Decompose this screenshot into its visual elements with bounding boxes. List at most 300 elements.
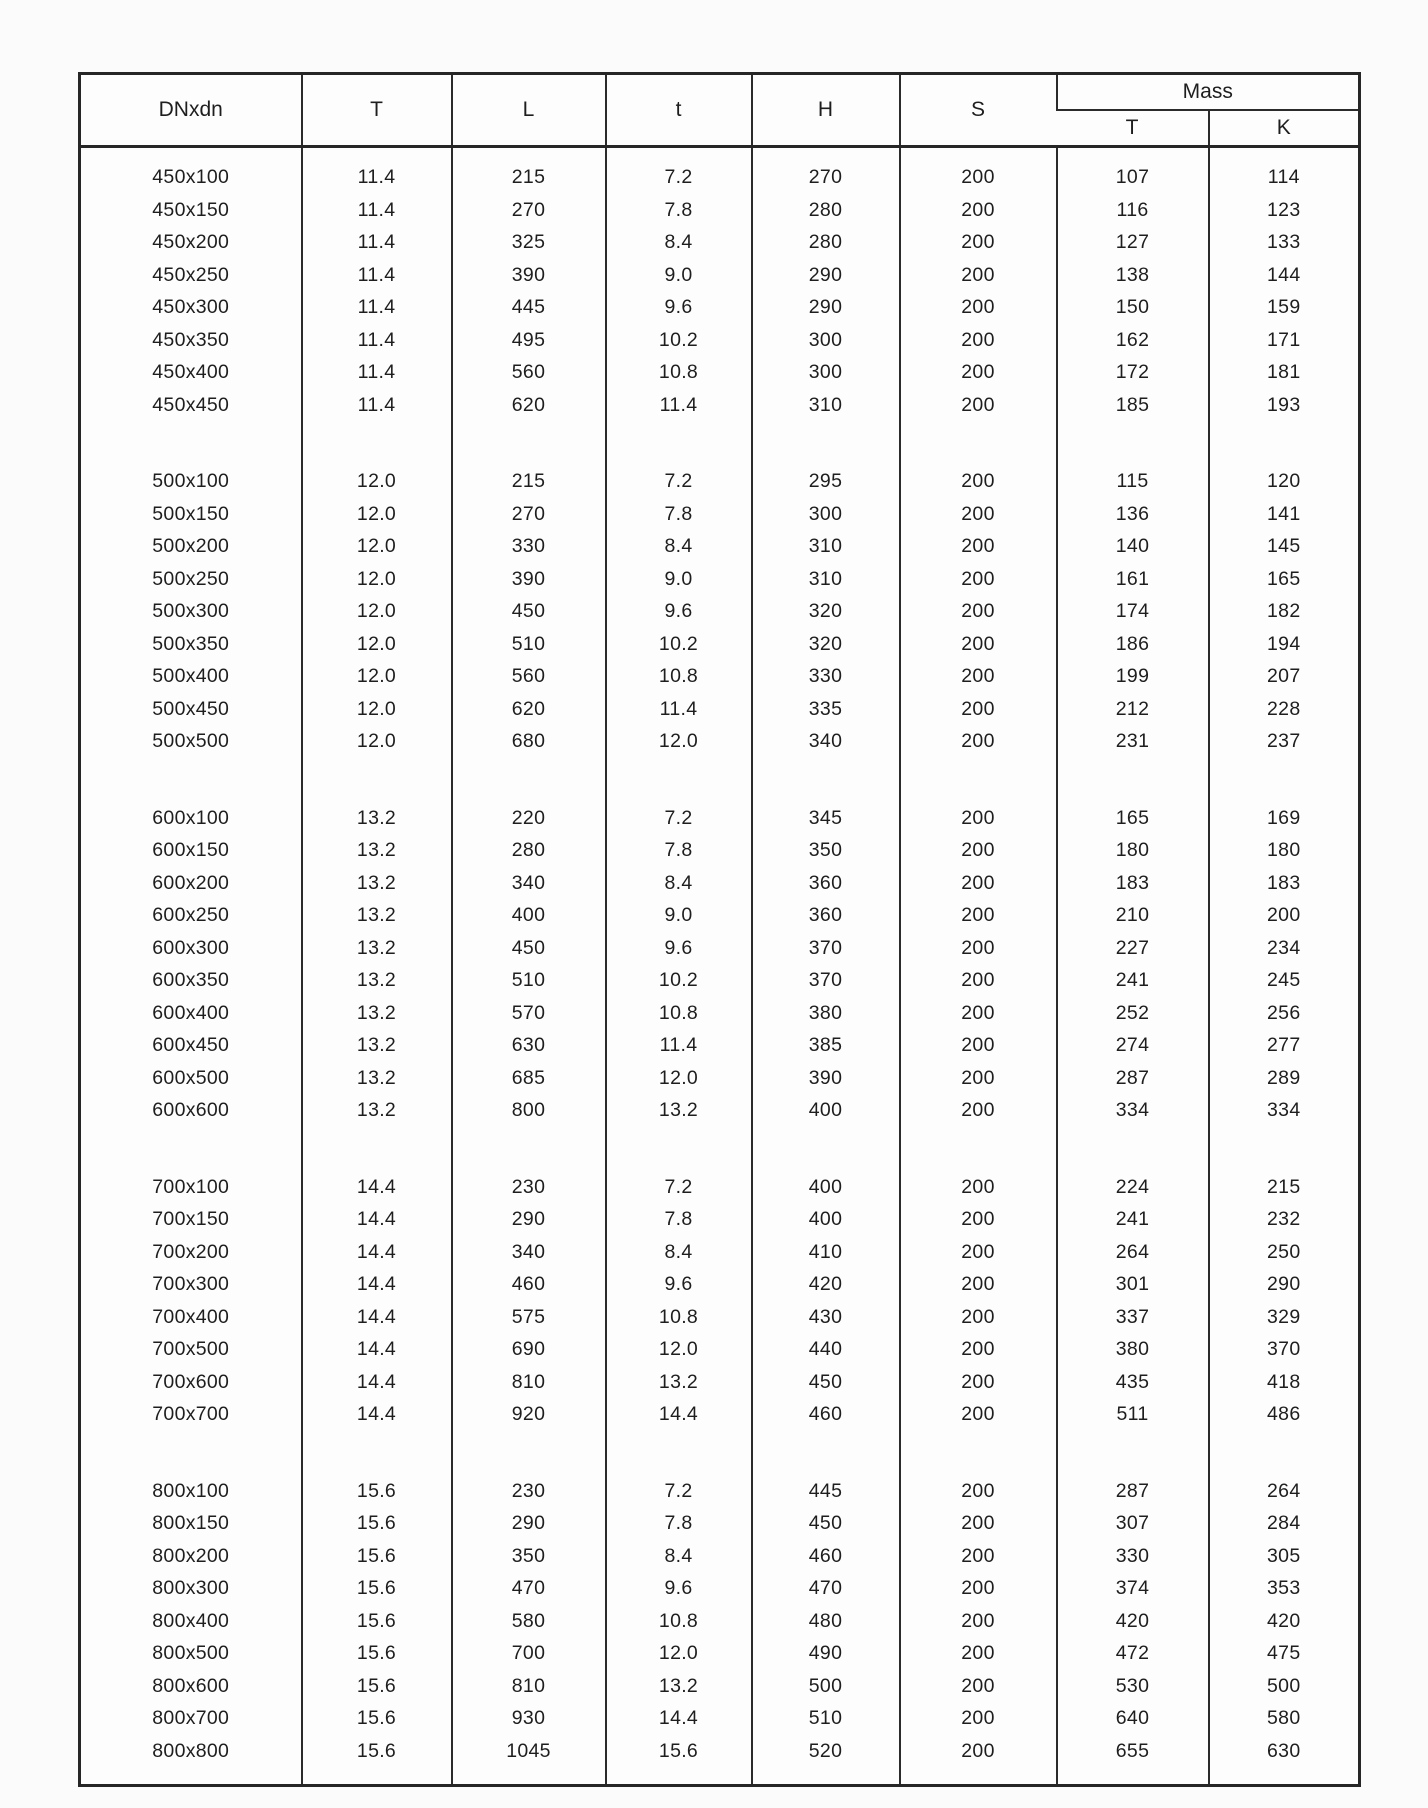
spacer-cell	[80, 1127, 302, 1171]
l-cell: 680	[452, 725, 606, 758]
h-cell: 520	[752, 1735, 900, 1786]
spacer-cell	[1209, 421, 1360, 465]
s-cell: 200	[900, 1540, 1057, 1573]
s-cell: 200	[900, 899, 1057, 932]
mass-t-cell: 116	[1057, 194, 1209, 227]
t-lower-cell: 11.4	[606, 389, 752, 422]
h-cell: 300	[752, 498, 900, 531]
col-header-l: L	[452, 74, 606, 147]
l-cell: 560	[452, 356, 606, 389]
t-lower-cell: 14.4	[606, 1702, 752, 1735]
h-cell: 410	[752, 1236, 900, 1269]
dnxdn-cell: 700x600	[152, 1370, 230, 1393]
dnxdn-cell: 800x300	[152, 1577, 230, 1599]
col-header-mass: Mass	[1057, 74, 1360, 111]
dnxdn-cell: 450x200	[152, 231, 230, 253]
mass-t-cell: 241	[1057, 964, 1209, 997]
mass-k-cell: 193	[1209, 389, 1360, 422]
table-row	[80, 1398, 1360, 1431]
mass-k-cell: 114	[1209, 147, 1360, 194]
dnxdn-cell: 600x300	[152, 936, 230, 959]
h-cell: 295	[752, 465, 900, 498]
table-row	[80, 1605, 1360, 1638]
mass-t-cell: 115	[1057, 465, 1209, 498]
mass-t-cell: 212	[1057, 693, 1209, 726]
s-cell: 200	[900, 1171, 1057, 1204]
t-lower-cell: 14.4	[606, 1398, 752, 1431]
mass-k-cell: 141	[1209, 498, 1360, 531]
h-cell: 350	[752, 834, 900, 867]
table-row	[80, 1171, 1360, 1204]
l-cell: 575	[452, 1301, 606, 1334]
l-cell: 510	[452, 628, 606, 661]
spacer-cell	[452, 1127, 606, 1171]
dnxdn-cell: 700x100	[152, 1175, 230, 1198]
s-cell: 200	[900, 693, 1057, 726]
dnxdn-cell: 600x200	[152, 871, 230, 894]
dnxdn-cell: 500x200	[152, 535, 230, 557]
table-row	[80, 1475, 1360, 1508]
t-cell: 13.2	[302, 899, 452, 932]
dimension-spec-table	[78, 72, 1361, 1787]
h-cell: 420	[752, 1268, 900, 1301]
t-cell: 12.0	[302, 660, 452, 693]
l-cell: 445	[452, 291, 606, 324]
h-cell: 280	[752, 194, 900, 227]
spacer-cell	[80, 1431, 302, 1475]
dnxdn-cell: 700x400	[152, 1305, 230, 1328]
mass-k-cell: 171	[1209, 324, 1360, 357]
h-cell: 310	[752, 530, 900, 563]
t-cell: 12.0	[302, 725, 452, 758]
spacer-cell	[752, 1127, 900, 1171]
mass-t-cell: 420	[1057, 1605, 1209, 1638]
table-row	[80, 226, 1360, 259]
t-lower-cell: 8.4	[606, 1236, 752, 1269]
spacer-cell	[1057, 421, 1209, 465]
table-row	[80, 563, 1360, 596]
mass-t-cell: 330	[1057, 1540, 1209, 1573]
s-cell: 200	[900, 1203, 1057, 1236]
t-lower-cell: 10.2	[606, 324, 752, 357]
s-cell: 200	[900, 932, 1057, 965]
l-cell: 220	[452, 802, 606, 835]
t-lower-cell: 12.0	[606, 725, 752, 758]
h-cell: 400	[752, 1094, 900, 1127]
dnxdn-cell: 500x450	[152, 697, 230, 720]
dnxdn-cell: 800x400	[152, 1609, 230, 1632]
s-cell: 200	[900, 1236, 1057, 1269]
mass-t-cell: 174	[1057, 595, 1209, 628]
dnxdn-cell: 500x350	[152, 632, 230, 655]
t-lower-cell: 10.8	[606, 356, 752, 389]
h-cell: 370	[752, 964, 900, 997]
t-cell: 13.2	[302, 834, 452, 867]
mass-k-cell: 630	[1209, 1735, 1360, 1786]
l-cell: 700	[452, 1637, 606, 1670]
spacer-cell	[1209, 1431, 1360, 1475]
t-lower-cell: 10.8	[606, 997, 752, 1030]
s-cell: 200	[900, 356, 1057, 389]
h-cell: 445	[752, 1475, 900, 1508]
mass-k-cell: 264	[1209, 1475, 1360, 1508]
t-cell: 11.4	[302, 226, 452, 259]
l-cell: 810	[452, 1366, 606, 1399]
l-cell: 810	[452, 1670, 606, 1703]
t-cell: 13.2	[302, 964, 452, 997]
l-cell: 510	[452, 964, 606, 997]
h-cell: 370	[752, 932, 900, 965]
mass-k-cell: 123	[1209, 194, 1360, 227]
col-header-dnxdn: DNxdn	[158, 98, 223, 121]
l-cell: 270	[452, 498, 606, 531]
table-row	[80, 932, 1360, 965]
block-spacer-row	[80, 1431, 1360, 1475]
table-row	[80, 1507, 1360, 1540]
t-cell: 12.0	[302, 595, 452, 628]
mass-t-cell: 138	[1057, 259, 1209, 292]
table-row	[80, 997, 1360, 1030]
spacer-cell	[1057, 1127, 1209, 1171]
t-cell: 14.4	[302, 1398, 452, 1431]
mass-t-cell: 435	[1057, 1366, 1209, 1399]
block-spacer-row	[80, 758, 1360, 802]
t-cell: 15.6	[302, 1702, 452, 1735]
mass-k-cell: 180	[1209, 834, 1360, 867]
dnxdn-cell: 800x500	[152, 1642, 230, 1664]
t-cell: 15.6	[302, 1540, 452, 1573]
t-cell: 11.4	[302, 259, 452, 292]
t-cell: 15.6	[302, 1735, 452, 1786]
dnxdn-cell: 600x100	[152, 806, 230, 829]
mass-k-cell: 169	[1209, 802, 1360, 835]
spacer-cell	[1057, 1431, 1209, 1475]
mass-k-cell: 228	[1209, 693, 1360, 726]
t-lower-cell: 7.8	[606, 194, 752, 227]
s-cell: 200	[900, 324, 1057, 357]
t-lower-cell: 12.0	[606, 1333, 752, 1366]
t-cell: 12.0	[302, 693, 452, 726]
mass-k-cell: 250	[1209, 1236, 1360, 1269]
spacer-cell	[452, 758, 606, 802]
h-cell: 310	[752, 389, 900, 422]
table-row	[80, 530, 1360, 563]
s-cell: 200	[900, 465, 1057, 498]
l-cell: 325	[452, 226, 606, 259]
mass-t-cell: 374	[1057, 1572, 1209, 1605]
h-cell: 460	[752, 1540, 900, 1573]
mass-k-cell: 500	[1209, 1670, 1360, 1703]
t-lower-cell: 7.8	[606, 498, 752, 531]
t-lower-cell: 10.8	[606, 1605, 752, 1638]
l-cell: 620	[452, 389, 606, 422]
mass-k-cell: 418	[1209, 1366, 1360, 1399]
s-cell: 200	[900, 997, 1057, 1030]
table-row	[80, 964, 1360, 997]
mass-t-cell: 530	[1057, 1670, 1209, 1703]
dnxdn-cell: 450x400	[152, 361, 230, 383]
mass-k-cell: 329	[1209, 1301, 1360, 1334]
table-row	[80, 389, 1360, 422]
h-cell: 400	[752, 1203, 900, 1236]
s-cell: 200	[900, 1670, 1057, 1703]
mass-k-cell: 183	[1209, 867, 1360, 900]
h-cell: 300	[752, 324, 900, 357]
l-cell: 450	[452, 595, 606, 628]
t-lower-cell: 9.6	[606, 1572, 752, 1605]
table-row	[80, 1702, 1360, 1735]
h-cell: 440	[752, 1333, 900, 1366]
table-row	[80, 1333, 1360, 1366]
mass-t-cell: 301	[1057, 1268, 1209, 1301]
table-row	[80, 834, 1360, 867]
l-cell: 340	[452, 867, 606, 900]
dnxdn-cell: 500x100	[152, 470, 230, 492]
mass-t-cell: 224	[1057, 1171, 1209, 1204]
s-cell: 200	[900, 802, 1057, 835]
s-cell: 200	[900, 1572, 1057, 1605]
l-cell: 690	[452, 1333, 606, 1366]
table-row	[80, 802, 1360, 835]
table-body	[80, 147, 1360, 1786]
t-lower-cell: 7.2	[606, 1475, 752, 1508]
col-header-t-upper: T	[302, 74, 452, 147]
t-lower-cell: 8.4	[606, 867, 752, 900]
t-lower-cell: 7.8	[606, 1507, 752, 1540]
mass-k-cell: 182	[1209, 595, 1360, 628]
dnxdn-cell: 800x200	[152, 1544, 230, 1567]
mass-k-cell: 237	[1209, 725, 1360, 758]
table-row	[80, 324, 1360, 357]
t-lower-cell: 15.6	[606, 1735, 752, 1786]
mass-t-cell: 161	[1057, 563, 1209, 596]
s-cell: 200	[900, 498, 1057, 531]
mass-k-cell: 284	[1209, 1507, 1360, 1540]
dnxdn-cell: 700x300	[152, 1273, 230, 1295]
l-cell: 280	[452, 834, 606, 867]
mass-k-cell: 475	[1209, 1637, 1360, 1670]
dnxdn-cell: 700x500	[152, 1338, 230, 1360]
l-cell: 570	[452, 997, 606, 1030]
h-cell: 290	[752, 291, 900, 324]
t-lower-cell: 13.2	[606, 1670, 752, 1703]
dnxdn-cell: 500x300	[152, 600, 230, 622]
t-cell: 13.2	[302, 1029, 452, 1062]
mass-t-cell: 136	[1057, 498, 1209, 531]
dnxdn-cell: 700x700	[152, 1403, 230, 1425]
l-cell: 390	[452, 259, 606, 292]
t-lower-cell: 10.2	[606, 628, 752, 661]
table-row	[80, 1670, 1360, 1703]
mass-t-cell: 287	[1057, 1062, 1209, 1095]
s-cell: 200	[900, 1507, 1057, 1540]
t-lower-cell: 10.2	[606, 964, 752, 997]
dnxdn-cell: 600x400	[152, 1001, 230, 1024]
dnxdn-cell: 450x350	[152, 328, 230, 351]
t-cell: 11.4	[302, 147, 452, 194]
mass-k-cell: 120	[1209, 465, 1360, 498]
mass-t-cell: 180	[1057, 834, 1209, 867]
mass-t-cell: 150	[1057, 291, 1209, 324]
l-cell: 1045	[452, 1735, 606, 1786]
mass-t-cell: 165	[1057, 802, 1209, 835]
t-lower-cell: 10.8	[606, 660, 752, 693]
table-row	[80, 1268, 1360, 1301]
l-cell: 270	[452, 194, 606, 227]
h-cell: 430	[752, 1301, 900, 1334]
t-lower-cell: 9.0	[606, 259, 752, 292]
t-lower-cell: 12.0	[606, 1637, 752, 1670]
t-cell: 12.0	[302, 498, 452, 531]
mass-t-cell: 252	[1057, 997, 1209, 1030]
t-lower-cell: 9.6	[606, 1268, 752, 1301]
mass-k-cell: 420	[1209, 1605, 1360, 1638]
s-cell: 200	[900, 226, 1057, 259]
t-lower-cell: 7.2	[606, 465, 752, 498]
l-cell: 920	[452, 1398, 606, 1431]
h-cell: 290	[752, 259, 900, 292]
table-row	[80, 595, 1360, 628]
mass-t-cell: 172	[1057, 356, 1209, 389]
spacer-cell	[1057, 758, 1209, 802]
t-cell: 13.2	[302, 1094, 452, 1127]
t-cell: 11.4	[302, 194, 452, 227]
h-cell: 480	[752, 1605, 900, 1638]
spacer-cell	[606, 758, 752, 802]
mass-k-cell: 289	[1209, 1062, 1360, 1095]
l-cell: 230	[452, 1475, 606, 1508]
mass-k-cell: 370	[1209, 1333, 1360, 1366]
spacer-cell	[606, 421, 752, 465]
table-row	[80, 1029, 1360, 1062]
table-row	[80, 1062, 1360, 1095]
dnxdn-cell: 500x400	[152, 665, 230, 687]
s-cell: 200	[900, 867, 1057, 900]
l-cell: 340	[452, 1236, 606, 1269]
table-row	[80, 725, 1360, 758]
dnxdn-cell: 700x150	[152, 1208, 230, 1230]
mass-t-cell: 274	[1057, 1029, 1209, 1062]
h-cell: 320	[752, 595, 900, 628]
table-row	[80, 1301, 1360, 1334]
table-row	[80, 147, 1360, 194]
t-cell: 13.2	[302, 802, 452, 835]
table-row	[80, 259, 1360, 292]
table-header	[80, 74, 1360, 147]
h-cell: 470	[752, 1572, 900, 1605]
mass-t-cell: 337	[1057, 1301, 1209, 1334]
s-cell: 200	[900, 964, 1057, 997]
s-cell: 200	[900, 1268, 1057, 1301]
h-cell: 360	[752, 867, 900, 900]
h-cell: 380	[752, 997, 900, 1030]
t-cell: 14.4	[302, 1268, 452, 1301]
t-lower-cell: 13.2	[606, 1094, 752, 1127]
t-cell: 11.4	[302, 389, 452, 422]
h-cell: 450	[752, 1366, 900, 1399]
mass-t-cell: 107	[1057, 147, 1209, 194]
mass-k-cell: 159	[1209, 291, 1360, 324]
dnxdn-cell: 800x600	[152, 1674, 230, 1697]
spacer-cell	[80, 421, 302, 465]
h-cell: 335	[752, 693, 900, 726]
l-cell: 630	[452, 1029, 606, 1062]
s-cell: 200	[900, 389, 1057, 422]
mass-k-cell: 215	[1209, 1171, 1360, 1204]
spacer-cell	[752, 758, 900, 802]
s-cell: 200	[900, 725, 1057, 758]
table-row	[80, 1637, 1360, 1670]
l-cell: 495	[452, 324, 606, 357]
s-cell: 200	[900, 1301, 1057, 1334]
table-row	[80, 1094, 1360, 1127]
t-lower-cell: 11.4	[606, 1029, 752, 1062]
h-cell: 320	[752, 628, 900, 661]
mass-k-cell: 194	[1209, 628, 1360, 661]
t-cell: 15.6	[302, 1507, 452, 1540]
mass-t-cell: 185	[1057, 389, 1209, 422]
s-cell: 200	[900, 259, 1057, 292]
h-cell: 490	[752, 1637, 900, 1670]
col-header-t-lower: t	[606, 74, 752, 147]
s-cell: 200	[900, 834, 1057, 867]
mass-t-cell: 655	[1057, 1735, 1209, 1786]
t-cell: 12.0	[302, 563, 452, 596]
t-cell: 13.2	[302, 867, 452, 900]
table-row	[80, 693, 1360, 726]
l-cell: 290	[452, 1507, 606, 1540]
mass-k-cell: 200	[1209, 899, 1360, 932]
spacer-cell	[302, 758, 452, 802]
l-cell: 460	[452, 1268, 606, 1301]
dnxdn-cell: 600x450	[152, 1034, 230, 1056]
spacer-cell	[80, 758, 302, 802]
s-cell: 200	[900, 1398, 1057, 1431]
l-cell: 215	[452, 465, 606, 498]
t-cell: 12.0	[302, 628, 452, 661]
table-row	[80, 1572, 1360, 1605]
dnxdn-cell: 450x150	[152, 198, 230, 221]
spacer-cell	[900, 421, 1057, 465]
t-cell: 11.4	[302, 324, 452, 357]
mass-k-cell: 181	[1209, 356, 1360, 389]
mass-t-cell: 199	[1057, 660, 1209, 693]
l-cell: 215	[452, 147, 606, 194]
mass-k-cell: 353	[1209, 1572, 1360, 1605]
t-cell: 15.6	[302, 1670, 452, 1703]
mass-k-cell: 245	[1209, 964, 1360, 997]
mass-t-cell: 127	[1057, 226, 1209, 259]
mass-t-cell: 231	[1057, 725, 1209, 758]
t-lower-cell: 8.4	[606, 1540, 752, 1573]
table-row	[80, 291, 1360, 324]
mass-k-cell: 305	[1209, 1540, 1360, 1573]
spacer-cell	[1209, 1127, 1360, 1171]
mass-t-cell: 140	[1057, 530, 1209, 563]
s-cell: 200	[900, 291, 1057, 324]
t-lower-cell: 11.4	[606, 693, 752, 726]
spacer-cell	[606, 1127, 752, 1171]
mass-t-cell: 287	[1057, 1475, 1209, 1508]
t-lower-cell: 7.2	[606, 802, 752, 835]
t-cell: 14.4	[302, 1366, 452, 1399]
s-cell: 200	[900, 1333, 1057, 1366]
dnxdn-cell: 800x800	[152, 1739, 230, 1762]
l-cell: 230	[452, 1171, 606, 1204]
mass-t-cell: 162	[1057, 324, 1209, 357]
t-lower-cell: 9.0	[606, 899, 752, 932]
mass-t-cell: 472	[1057, 1637, 1209, 1670]
